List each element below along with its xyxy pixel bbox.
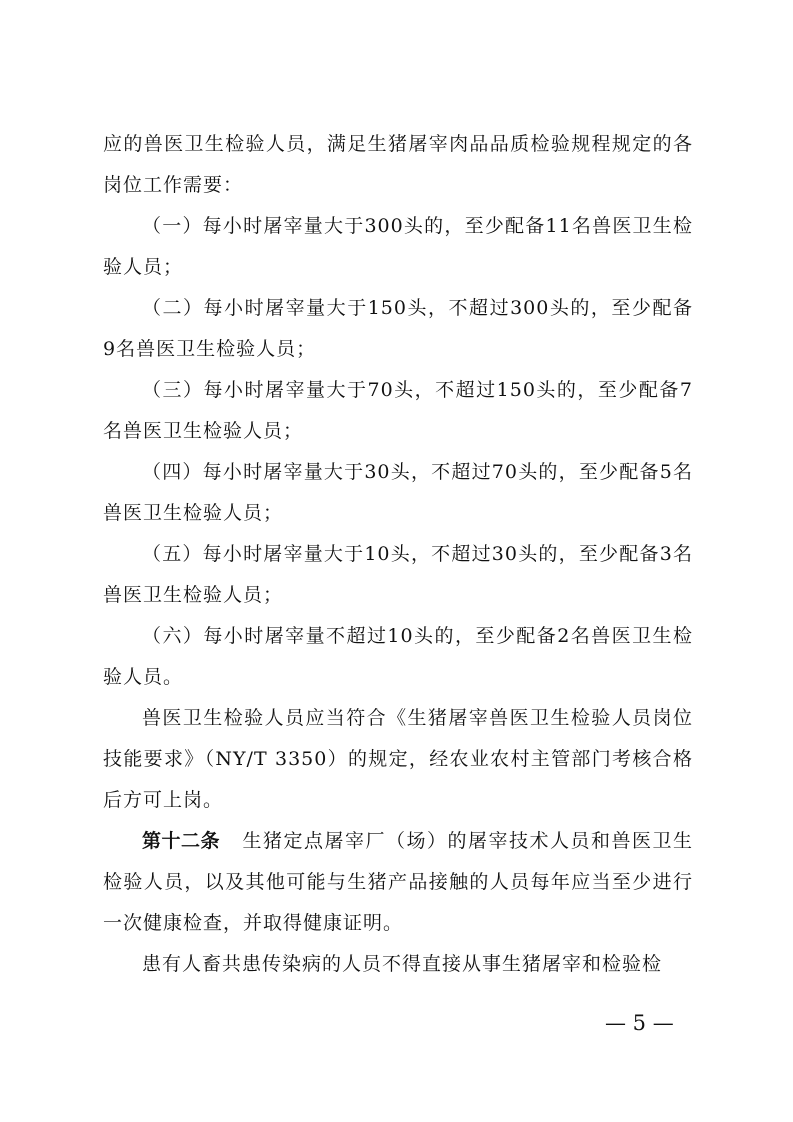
paragraph-item-5: （五）每小时屠宰量大于10头，不超过30头的，至少配备3名兽医卫生检验人员；: [103, 543, 693, 606]
paragraph-item-1: （一）每小时屠宰量大于300头的，至少配备11名兽医卫生检验人员；: [103, 215, 693, 278]
paragraph-item-6: （六）每小时屠宰量不超过10头的，至少配备2名兽医卫生检验人员。: [103, 625, 693, 688]
article-body: 生猪定点屠宰厂（场）的屠宰技术人员和兽医卫生检验人员，以及其他可能与生猪产品接触的人员每年应当至少进行一次健康检查，并取得健康证明。: [103, 830, 693, 934]
paragraph-item-4: （四）每小时屠宰量大于30头，不超过70头的，至少配备5名兽医卫生检验人员；: [103, 461, 693, 524]
article-heading: 第十二条: [142, 830, 220, 852]
paragraph-item-3: （三）每小时屠宰量大于70头，不超过150头的，至少配备7名兽医卫生检验人员；: [103, 379, 693, 442]
document-body: [103, 124, 693, 985]
paragraph-article-12: [103, 821, 693, 944]
paragraph-disease: 患有人畜共患传染病的人员不得直接从事生猪屠宰和检验检: [142, 953, 663, 975]
paragraph-continuation: 应的兽医卫生检验人员，满足生猪屠宰肉品品质检验规程规定的各岗位工作需要：: [103, 133, 693, 196]
paragraph-item-2: （二）每小时屠宰量大于150头，不超过300头的，至少配备9名兽医卫生检验人员；: [103, 297, 693, 360]
page-number: — 5 —: [605, 1011, 674, 1035]
paragraph-requirements: 兽医卫生检验人员应当符合《生猪屠宰兽医卫生检验人员岗位技能要求》（NY/T 3350）的规定，经农业农村主管部门考核合格后方可上岗。: [103, 707, 693, 811]
